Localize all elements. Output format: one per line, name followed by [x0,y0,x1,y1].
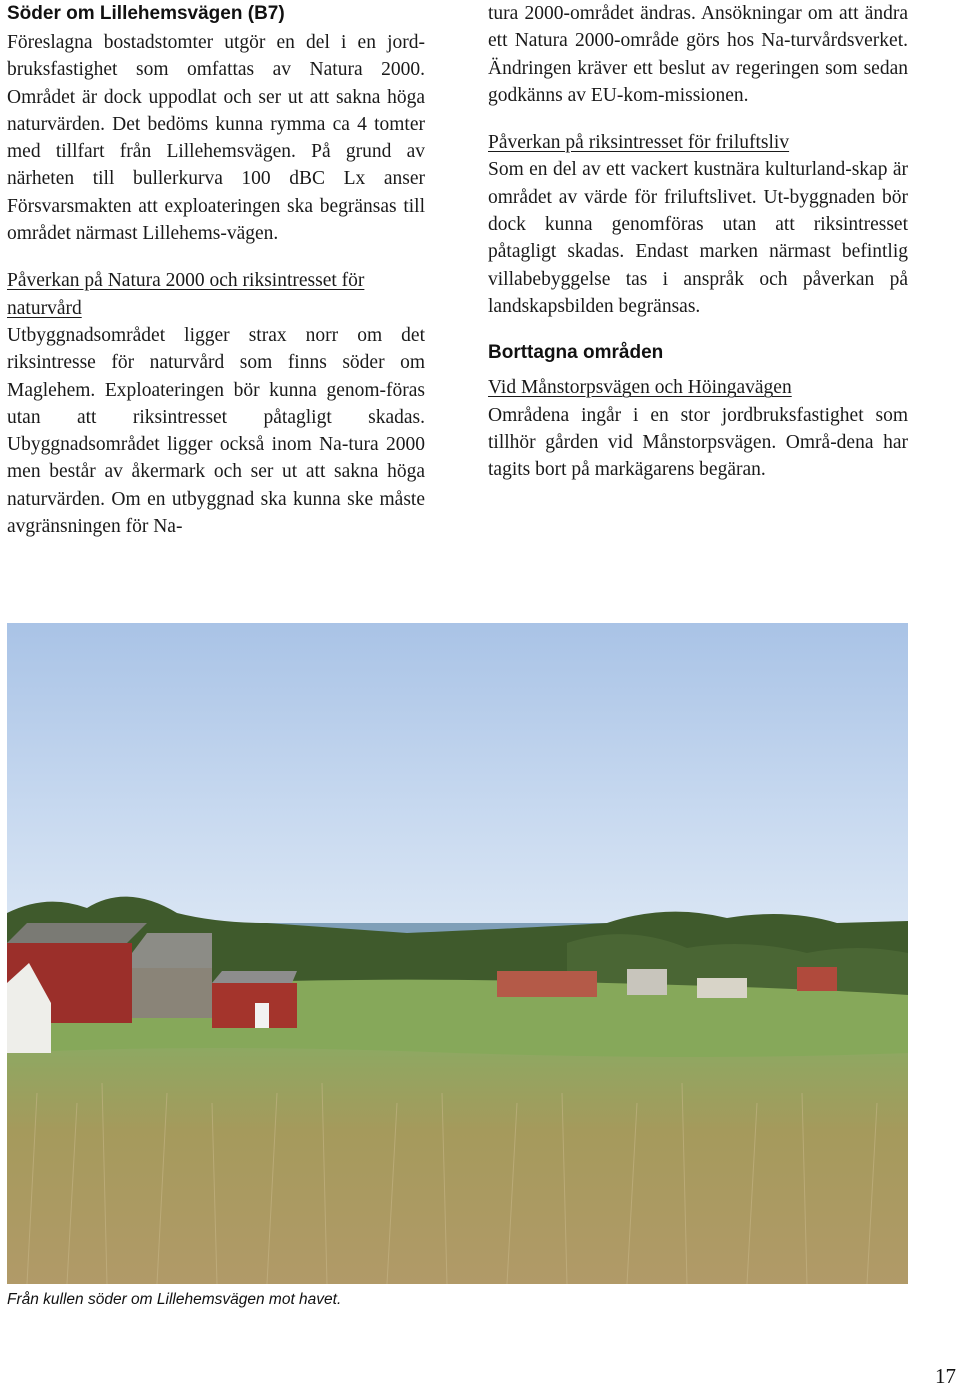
barn-roof [7,923,147,943]
b7-intro-paragraph: Föreslagna bostadstomter utgör en del i en jord-bruksfastighet som omfattas av Natura 2000. Området är dock uppodlat och ser ut att sakna höga naturvärden. Det bedöms kunna rymma ca 4 tomter med tillfart från Lillehemsvägen. På grund av närheten till bullerkurva 100 dBC Lx anser Försvarsmakten att exploateringen ska begränsas till området närmast Lillehems-vägen. [7,32,425,245]
landscape-illustration [7,623,908,1284]
natura-paragraph-continued: tura 2000-området ändras. Ansökningar om att ändra ett Natura 2000-område görs hos Na-turvårdsverket. Ändringen kräver ett beslut av regeringen som sedan godkänns av EU-kom-missionen. [488,3,908,106]
removed-areas-heading: Borttagna områden [488,342,664,364]
friluftsliv-paragraph: Som en del av ett vackert kustnära kulturland-skap är området av värde för friluftslivet. Ut-byggnaden bör dock kunna genomföras utan att riksintresset påtagligt skadas. Endast marken närmast befintlig villabebyggelse tas i anspråk och påverkan på landskapsbilden begränsas. [488,159,908,317]
distant-house [697,978,747,998]
distant-house [497,971,597,997]
removed-areas-paragraph: Områdena ingår i en stor jordbruksfastighet som tillhör gården vid Månstorpsvägen. Områ-dena har tagits bort på markägarens begäran. [488,404,908,481]
landscape-photo [7,623,908,1284]
right-column [488,0,908,483]
red-shed [212,983,297,1028]
section-heading-b7: Söder om Lillehemsvägen (B7) [7,3,285,24]
shed-door [255,1003,269,1028]
dry-grass [7,1048,908,1284]
figure-caption: Från kullen söder om Lillehemsvägen mot havet. [7,1291,342,1308]
distant-house [797,967,837,991]
distant-house [627,969,667,995]
stone-barn-roof [132,933,212,968]
left-column [7,0,425,540]
manstorp-subheading: Vid Månstorpsvägen och Höingavägen [488,377,792,399]
shed-roof [212,971,297,983]
page-number: 17 [935,1364,956,1388]
natura-paragraph: Utbyggnadsområdet ligger strax norr om det riksintresse för naturvård som finns söder om Maglehem. Exploateringen bör kunna genom-föras utan att riksintresset påtagligt skadas. Ubyggnadsområdet ligger också inom Na-tura 2000 men består av åkermark och ser ut att sakna höga naturvärden. Om en utbyggnad ska kunna ske måste avgränsningen för Na- [7,324,425,538]
natura-subheading: Påverkan på Natura 2000 och riksintresset för naturvård [7,270,365,319]
friluftsliv-subheading: Påverkan på riksintresset för friluftsliv [488,132,790,154]
stone-barn [132,968,212,1018]
